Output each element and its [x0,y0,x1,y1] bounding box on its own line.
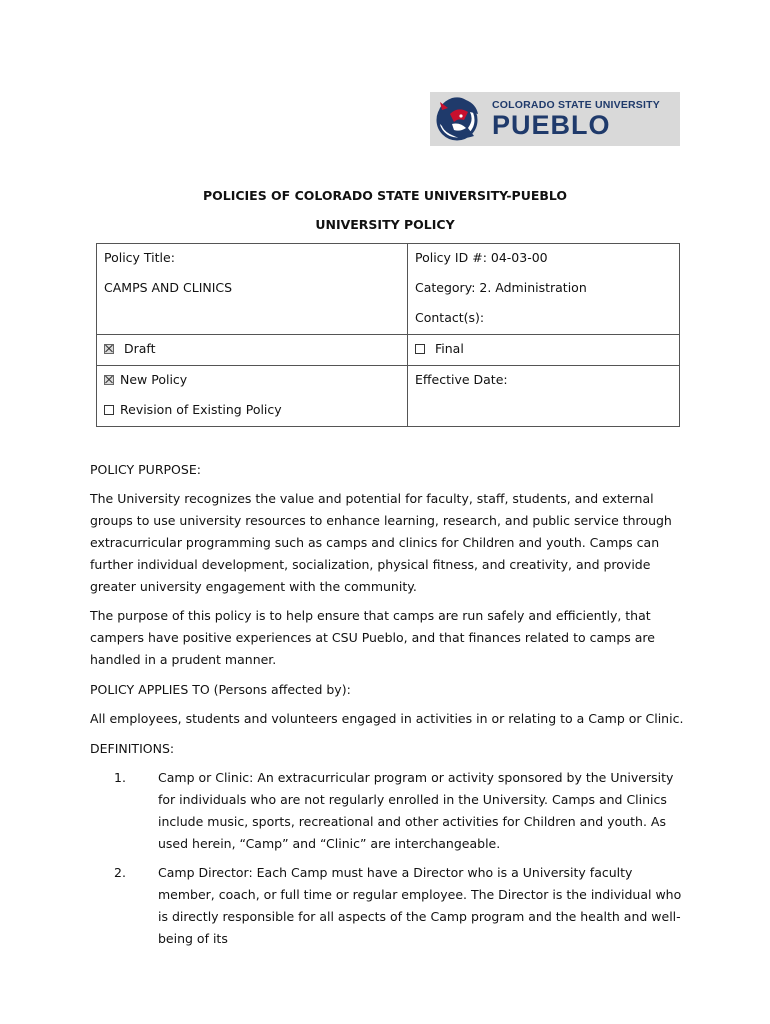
policy-title-value: CAMPS AND CLINICS [104,280,233,295]
revision-checkbox-icon[interactable] [104,405,114,415]
definition-item [90,862,690,950]
definition-item [90,767,690,855]
logo-university-name: COLORADO STATE UNIVERSITY [492,99,660,111]
new-policy-label: New Policy [120,372,188,387]
policy-category: Category: 2. Administration [415,280,587,295]
final-checkbox-icon[interactable] [415,344,425,354]
policy-id: Policy ID #: 04-03-00 [415,250,548,265]
revision-label: Revision of Existing Policy [120,402,282,417]
new-policy-checkbox-checked-icon[interactable] [104,375,114,385]
definition-number: 1. [114,770,126,785]
document-title: POLICIES OF COLORADO STATE UNIVERSITY-PUEBLO [202,188,568,203]
revision-option[interactable] [104,396,400,426]
new-policy-option[interactable] [104,366,400,396]
definitions-heading: DEFINITIONS: [90,741,175,756]
thunderwolf-mascot-icon [430,92,486,146]
purpose-paragraph-2 [90,605,690,671]
definition-text: Camp or Clinic: An extracurricular program or activity sponsored by the University for individuals who are not regularly enrolled in the University. Camps and Clinics include music, sports, recreational and other activities for Children and youth. As used herein, “Camp” and “Clinic” are interchangeable. [158,770,674,851]
policy-title-label: Policy Title: [104,250,175,265]
draft-option[interactable] [104,335,400,365]
purpose-heading: POLICY PURPOSE: [90,462,201,477]
policy-contacts: Contact(s): [415,310,485,325]
final-label: Final [434,341,464,356]
effective-date-label: Effective Date: [415,372,508,387]
definition-number: 2. [114,865,126,880]
purpose-paragraph-1-text: The University recognizes the value and potential for faculty, staff, students, and external groups to use university resources to enhance learning, research, and public service through extracurricular programming such as camps and clinics for Children and youth. Camps can further individual development, socialization, physical fitness, and creativity, and provide greater university engagement with the community. [90,491,672,594]
draft-label: Draft [123,341,156,356]
purpose-paragraph-1 [90,488,690,598]
definitions-list-continued [90,862,690,950]
applies-text: All employees, students and volunteers engaged in activities in or relating to a Camp or Clinic. [90,711,684,726]
definition-text: Camp Director: Each Camp must have a Director who is a University faculty member, coach, or full time or regular employee. The Director is the individual who is directly responsible for all aspects of the Camp program and the health and well-being of its [158,865,682,946]
document-subtitle: UNIVERSITY POLICY [315,217,455,232]
draft-checkbox-checked-icon[interactable] [104,344,114,354]
applies-heading: POLICY APPLIES TO (Persons affected by): [90,682,351,697]
purpose-paragraph-2-text: The purpose of this policy is to help ensure that camps are run safely and efficiently, that campers have positive experiences at CSU Pueblo, and that finances related to camps are handled in a prudent manner. [90,608,655,667]
logo-campus-name: PUEBLO [492,110,611,140]
final-option[interactable] [415,335,672,365]
definitions-list [90,767,690,855]
university-logo [430,92,680,146]
policy-info-table [96,243,680,427]
